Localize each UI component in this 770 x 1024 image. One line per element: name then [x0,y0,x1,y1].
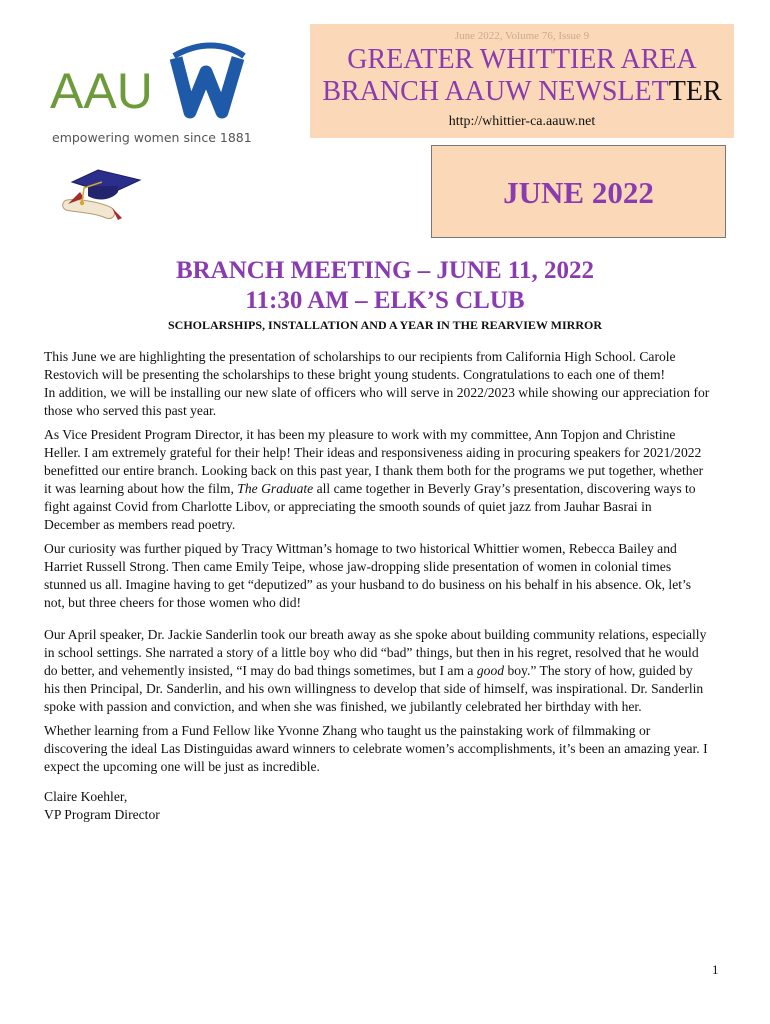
paragraph-text: In addition, we will be installing our new slate of officers who will serve in 2022/2023 while showing our appreciation for those who served this past year. [44,385,710,418]
issue-month-box [431,145,726,238]
meeting-heading [40,256,730,316]
title-line2-tail: TER [668,76,722,107]
paragraph: Our curiosity was further piqued by Tracy Wittman’s homage to two historical Whittier women, Rebecca Bailey and Harriet Russell Strong. Then came Emily Teipe, whose jaw-dropping slide presentation of women in colonial times stunned us all. Imagine having to get “deputized” as your husband to do business on his behalf in his absence. Ok, let’s not, but three cheers for those women who did! [44,541,692,610]
paragraph [44,626,710,716]
paragraph-text: Our April speaker, Dr. Jackie Sanderlin took our breath away as she spoke about building community relations, especially in school settings. She narrated a story of a little boy who did “bad” things, but then in his regret, resolved that he would do better, and vehemently insisted, “I may do bad things sometimes, but I am a [44,627,707,678]
issue-month-title: JUNE 2022 [503,175,654,210]
meeting-subhead: SCHOLARSHIPS, INSTALLATION AND A YEAR IN THE REARVIEW MIRROR [168,318,602,332]
paragraph [44,348,710,420]
meeting-time-line: 11:30 AM – ELK’S CLUB [245,287,525,314]
newsletter-header [310,24,734,138]
aauw-logo [48,42,278,157]
film-title: The Graduate [237,481,314,496]
newsletter-title [310,44,734,108]
newsletter-title-line2 [310,76,734,108]
meeting-date-line: BRANCH MEETING – JUNE 11, 2022 [175,257,595,284]
signature [44,788,710,824]
title-line2-main: BRANCH AAUW NEWSLET [322,76,669,107]
paragraph-text: As Vice President Program Director, it has been my pleasure to work with my committee, Ann Topjon and Christine Heller. I am extremely grateful for their help! Their ideas and responsiveness aiding in procuring speakers for 2021/2022 benefitted our entire branch. Looking back on this past year, I thank them both for the programs we put together, whether it was learning about how the film, [44,427,704,496]
signature-name: Claire Koehler, [44,789,128,804]
signature-title: VP Program Director [44,807,160,822]
volume-line: June 2022, Volume 76, Issue 9 [454,30,590,42]
newsletter-title-line1: GREATER WHITTIER AREA [347,44,697,75]
logo-letters-aau: AAU [50,63,153,119]
website-link[interactable]: http://whittier-ca.aauw.net [448,114,596,129]
paragraph-text: boy.” The story of how, guided by his then Principal, Dr. Sanderlin, and his own willingness to develop that side of himself, was inspirational. Dr. Sanderlin spoke with passion and conviction, and when she was finished, we jubilantly celebrated her birthday with her. [44,663,704,714]
paragraph-text: all came together in Beverly Gray’s presentation, discovering ways to fight against Covid from Charlotte Libov, or appreciating the smooth sounds of quiet jazz from Jauhar Basrai in December as members read poetry. [44,481,696,532]
paragraph: Whether learning from a Fund Fellow like Yvonne Zhang who taught us the painstaking work of filmmaking or discovering the ideal Las Distinguidas award winners to celebrate women’s accomplishments, it’s been an amazing year. I expect the upcoming one will be just as incredible. [44,723,708,774]
logo-w-mark [174,46,244,113]
paragraph [44,426,710,534]
graduation-cap-icon [58,162,144,224]
page-number: 1 [712,962,719,977]
emphasis-text: good [476,663,505,678]
paragraph-text: This June we are highlighting the presentation of scholarships to our recipients from California High School. Carole Restovich will be presenting the scholarships to these bright young students. Congratulations to each one of them! [44,349,676,382]
logo-tagline: empowering women since 1881 [52,130,252,145]
article-body [44,348,710,824]
